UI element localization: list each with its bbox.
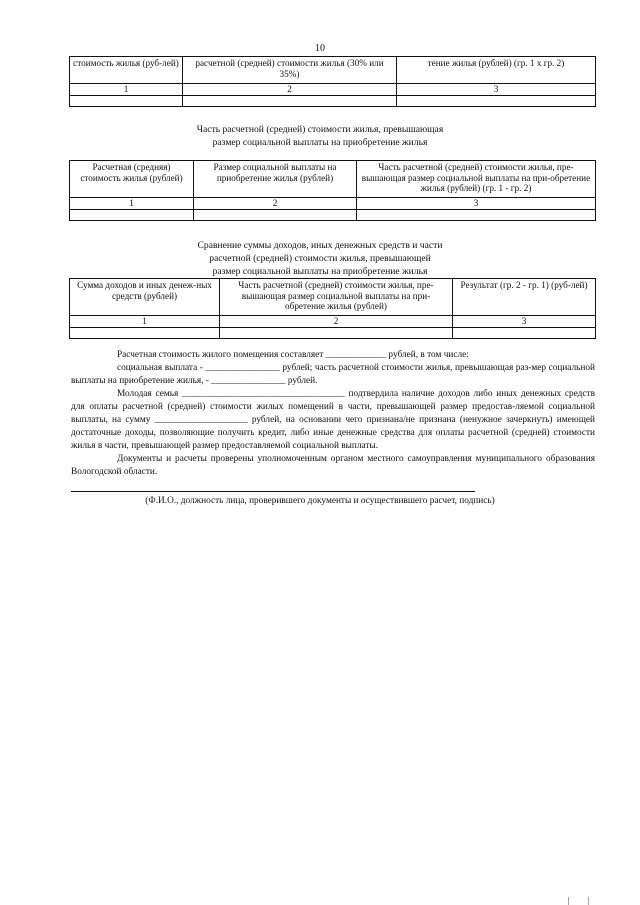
paragraph: Документы и расчеты проверены уполномоченным органом местного самоуправления муниципального образования Вологодской области. xyxy=(71,454,595,477)
table-header-cell: Размер социальной выплаты на приобретение жилья (рублей) xyxy=(194,161,357,198)
column-number: 2 xyxy=(183,84,397,96)
table-housing-cost-continuation xyxy=(69,56,596,107)
column-number: 2 xyxy=(220,316,453,328)
empty-cell xyxy=(397,95,596,106)
section-title: Часть расчетной (средней) стоимости жилья, превышающая размер социальной выплаты на приобретение жилья xyxy=(196,124,444,148)
table-header-cell: Сумма доходов и иных денеж-ных средств (рублей) xyxy=(70,279,220,316)
column-number: 3 xyxy=(453,316,596,328)
empty-cell xyxy=(357,209,596,220)
empty-cell xyxy=(194,209,357,220)
column-number: 1 xyxy=(70,316,220,328)
table-header-cell: Расчетная (средняя) стоимость жилья (рублей) xyxy=(70,161,194,198)
table-header-cell: стоимость жилья (руб-лей) xyxy=(70,57,183,84)
column-number: 1 xyxy=(70,198,194,210)
table-header-cell: Результат (гр. 2 - гр. 1) (руб-лей) xyxy=(453,279,596,316)
table-excess-over-subsidy xyxy=(69,160,596,221)
table-header-cell: тение жилья (рублей) (гр. 1 х гр. 2) xyxy=(397,57,596,84)
table-income-comparison xyxy=(69,278,596,339)
page-number: 10 xyxy=(315,43,325,54)
column-number: 1 xyxy=(70,84,183,96)
paragraph: Молодая семья ___________________________________ подтвердила наличие доходов либо иных денежных средств для оплаты расчетной (средней) стоимости жилых помещений в части, превышающей размер предостав-ляемой социальной выплаты, на сумму ____________________ рублей, на основании чего признана/не признана (ненужное зачеркнуть) имеющей достаточные доходы, позволяющие получить кредит, либо иные денежные средства для оплаты расчетной (средней) стоимости жилья в части, превышающей размер предоставляемой социальной выплаты. xyxy=(71,389,595,451)
column-number: 2 xyxy=(194,198,357,210)
paragraph: социальная выплата - ________________ рублей; часть расчетной стоимости жилья, превышающая раз-мер социальной выплаты на приобретение жилья, - ________________ рублей. xyxy=(71,363,595,386)
column-number: 3 xyxy=(397,84,596,96)
signature-caption: (Ф.И.О., должность лица, проверившего документы и осуществившего расчет, подпись) xyxy=(145,496,495,506)
section-title: Сравнение суммы доходов, иных денежных средств и части расчетной (средней) стоимости жилья, превышающей размер социальной выплаты на приобретение жилья xyxy=(197,240,443,277)
corner-marks: | | xyxy=(568,896,598,905)
table-header-cell: Часть расчетной (средней) стоимости жилья, пре-вышающая размер социальной выплаты на при-обретение жилья (рублей) xyxy=(220,279,453,316)
calculation-text xyxy=(71,349,595,479)
empty-cell xyxy=(183,95,397,106)
paragraph: Расчетная стоимость жилого помещения составляет _____________ рублей, в том числе: xyxy=(117,350,469,360)
empty-cell xyxy=(453,327,596,338)
empty-cell xyxy=(70,95,183,106)
empty-cell xyxy=(70,209,194,220)
empty-cell xyxy=(70,327,220,338)
empty-cell xyxy=(220,327,453,338)
table-header-cell: расчетной (средней) стоимости жилья (30% или 35%) xyxy=(183,57,397,84)
column-number: 3 xyxy=(357,198,596,210)
signature-line xyxy=(71,491,475,492)
table-header-cell: Часть расчетной (средней) стоимости жилья, пре-вышающая размер социальной выплаты на при-обретение жилья (рублей) (гр. 1 - гр. 2) xyxy=(357,161,596,198)
